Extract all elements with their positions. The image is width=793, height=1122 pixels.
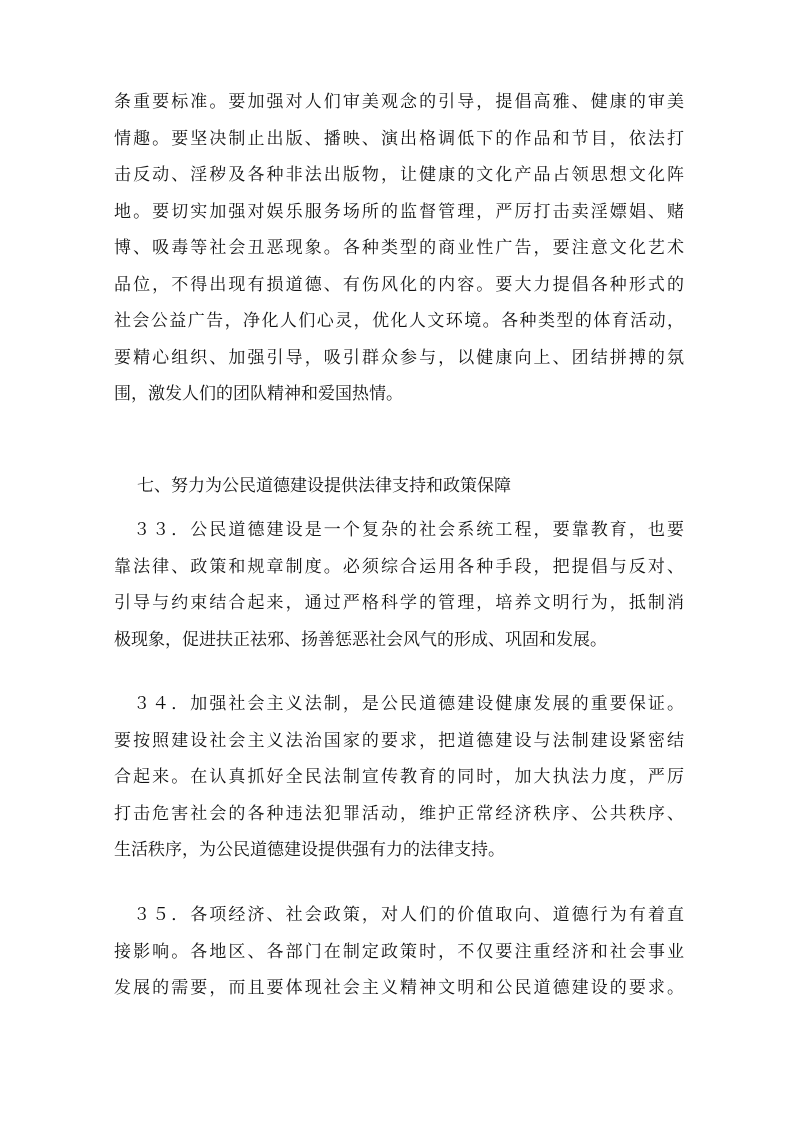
text-line: 围，激发人们的团队精神和爱国热情。	[114, 384, 403, 404]
text-line: 地。要切实加强对娱乐服务场所的监督管理，严厉打击卖淫嫖娼、赌	[114, 201, 684, 222]
text-line: 生活秩序，为公民道德建设提供强有力的法律支持。	[114, 840, 505, 860]
text-line: 社会公益广告，净化人们心灵，优化人文环境。各种类型的体育活动，	[114, 311, 684, 331]
text-line: ３４．加强社会主义法制，是公民道德建设健康发展的重要保证。	[114, 694, 684, 714]
paragraph-continued	[114, 84, 684, 413]
text-line: 要精心组织、加强引导，吸引群众参与，以健康向上、团结拼搏的氛	[114, 347, 684, 368]
text-line: 博、吸毒等社会丑恶现象。各种类型的商业性广告，要注意文化艺术	[114, 238, 684, 258]
paragraph-33	[114, 512, 684, 658]
text-line: 情趣。要坚决制止出版、播映、演出格调低下的作品和节目，依法打	[114, 128, 684, 149]
text-line: ３５．各项经济、社会政策，对人们的价值取向、道德行为有着直	[114, 905, 684, 925]
text-line: 品位，不得出现有损道德、有伤风化的内容。要大力提倡各种形式的	[114, 274, 684, 295]
text-line: 击反动、淫秽及各种非法出版物，让健康的文化产品占领思想文化阵	[114, 165, 684, 185]
text-line: 引导与约束结合起来，通过严格科学的管理，培养文明行为，抵制消	[114, 593, 684, 613]
text-line: 条重要标准。要加强对人们审美观念的引导，提倡高雅、健康的审美	[114, 92, 684, 112]
paragraph-35	[114, 897, 684, 1007]
text-line: 极现象，促进扶正祛邪、扬善惩恶社会风气的形成、巩固和发展。	[114, 629, 607, 650]
text-line: ３３．公民道德建设是一个复杂的社会系统工程，要靠教育，也要	[114, 520, 684, 540]
text-line: 合起来。在认真抓好全民法制宣传教育的同时，加大执法力度，严厉	[114, 767, 684, 787]
text-line: 接影响。各地区、各部门在制定政策时，不仅要注重经济和社会事业	[114, 941, 684, 962]
section-heading: 七、努力为公民道德建设提供法律支持和政策保障	[137, 476, 511, 496]
text-line: 打击危害社会的各种违法犯罪活动，维护正常经济秩序、公共秩序、	[114, 803, 684, 824]
text-line: 要按照建设社会主义法治国家的要求，把道德建设与法制建设紧密结	[114, 730, 684, 751]
paragraph-34	[114, 686, 684, 869]
text-line: 发展的需要，而且要体现社会主义精神文明和公民道德建设的要求。	[114, 978, 684, 998]
text-line: 靠法律、政策和规章制度。必须综合运用各种手段，把提倡与反对、	[114, 556, 684, 577]
